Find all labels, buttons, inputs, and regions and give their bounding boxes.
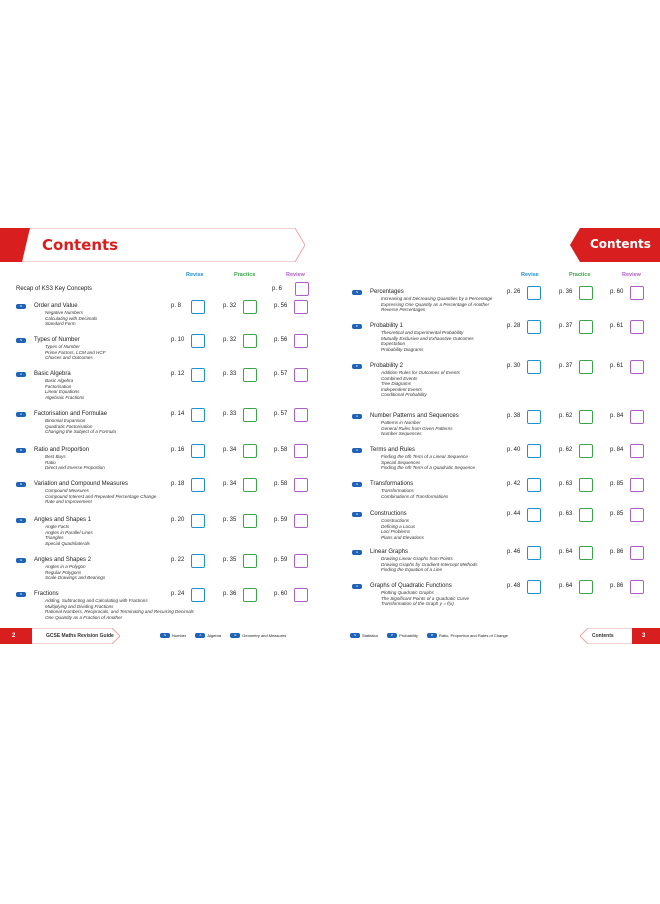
- practice-page: p. 35: [223, 517, 237, 523]
- contents-entry: [16, 372, 316, 402]
- contents-entry: [352, 363, 652, 398]
- revise-page: p. 38: [507, 413, 521, 419]
- practice-page: p. 37: [559, 363, 573, 369]
- legend-badge-p: P: [387, 633, 397, 638]
- entry-subtopic: Basic Algebra: [45, 378, 74, 383]
- revise-page: p. 44: [507, 511, 521, 517]
- entry-subtopic: Expressing One Quantity as a Percentage of Another: [381, 301, 490, 307]
- legend-badge-a: A: [195, 633, 205, 638]
- revise-checkbox[interactable]: [527, 508, 541, 522]
- right-page-number: 3: [642, 633, 646, 639]
- review-page: p. 57: [274, 371, 288, 377]
- revise-page: p. 28: [507, 323, 521, 329]
- practice-page: p. 62: [559, 413, 573, 419]
- contents-entry: [16, 592, 316, 622]
- revise-page: p. 10: [171, 337, 185, 343]
- practice-checkbox[interactable]: [243, 368, 257, 382]
- revise-page: p. 18: [171, 481, 185, 487]
- topic-badge: R: [16, 448, 26, 453]
- topic-badge: A: [16, 372, 26, 377]
- entry-subtopic: Regular Polygons: [45, 569, 82, 575]
- review-checkbox[interactable]: [294, 408, 308, 422]
- review-page: p. 60: [274, 591, 288, 597]
- legend-badge-n: N: [160, 633, 170, 638]
- entry-subtopic: Triangles: [45, 535, 64, 541]
- practice-checkbox[interactable]: [243, 300, 257, 314]
- practice-checkbox[interactable]: [579, 546, 593, 560]
- practice-page: p. 34: [223, 481, 237, 487]
- entry-title: Probability 1: [370, 323, 404, 329]
- revise-checkbox[interactable]: [527, 546, 541, 560]
- review-checkbox[interactable]: [630, 508, 644, 522]
- entry-subtopic: Changing the Subject of a Formula: [45, 429, 116, 435]
- review-checkbox[interactable]: [294, 300, 308, 314]
- entry-subtopic: Combinations of Transformations: [381, 493, 449, 499]
- review-page: p. 85: [610, 481, 624, 487]
- revise-page: p. 16: [171, 447, 185, 453]
- entry-title: Constructions: [370, 511, 407, 517]
- review-page: p. 84: [610, 447, 624, 453]
- entry-subtopic: Scale Drawings and Bearings: [45, 575, 106, 581]
- review-checkbox[interactable]: [294, 444, 308, 458]
- entry-subtopic: Probability Diagrams: [381, 346, 424, 352]
- right-title-banner: [570, 228, 660, 262]
- revise-checkbox[interactable]: [527, 478, 541, 492]
- contents-entry: [352, 324, 652, 354]
- entry-title: Types of Number: [34, 337, 80, 343]
- right-footer: [330, 628, 660, 648]
- review-checkbox[interactable]: [630, 546, 644, 560]
- revise-page: p. 40: [507, 447, 521, 453]
- review-page: p. 84: [610, 413, 624, 419]
- practice-checkbox[interactable]: [579, 360, 593, 374]
- entry-title: Angles and Shapes 2: [34, 557, 92, 563]
- review-checkbox[interactable]: [630, 360, 644, 374]
- review-checkbox[interactable]: [294, 478, 308, 492]
- contents-entry: [16, 304, 316, 334]
- entry-title: Percentages: [370, 289, 404, 295]
- contents-entry: [16, 412, 316, 442]
- revise-page: p. 12: [171, 371, 185, 377]
- entry-subtopic: Direct and Inverse Proportion: [45, 465, 105, 471]
- entry-subtopic: Algebraic Fractions: [45, 394, 85, 400]
- entry-subtopic: One Quantity as a Fraction of Another: [45, 614, 123, 620]
- entry-subtopic: Prime Factors, LCM and HCF: [45, 349, 106, 355]
- entry-subtopic: Ratio: [45, 459, 56, 465]
- review-page: p. 58: [274, 481, 288, 487]
- contents-entry: [352, 550, 652, 580]
- entry-subtopic: Plans and Elevations: [381, 534, 424, 540]
- entry-title: Terms and Rules: [370, 447, 416, 453]
- revise-checkbox[interactable]: [191, 588, 205, 602]
- practice-page: p. 63: [559, 481, 573, 487]
- practice-checkbox[interactable]: [243, 588, 257, 602]
- practice-page: p. 36: [559, 289, 573, 295]
- left-col-revise: Revise: [186, 272, 204, 278]
- entry-subtopic: Increasing and Decreasing Quantities by a Percentage: [381, 296, 493, 301]
- practice-checkbox[interactable]: [579, 580, 593, 594]
- revise-checkbox[interactable]: [191, 514, 205, 528]
- entry-subtopic: Angle Facts: [45, 524, 70, 529]
- revise-page: p. 46: [507, 549, 521, 555]
- entry-subtopic: Adding, Subtracting and Calculating with Fractions: [45, 598, 148, 603]
- left-page-title: Contents: [42, 236, 119, 254]
- recap-review-checkbox[interactable]: [295, 282, 309, 296]
- review-page: p. 59: [274, 517, 288, 523]
- practice-page: p. 33: [223, 411, 237, 417]
- review-checkbox[interactable]: [630, 410, 644, 424]
- legend-label: Number: [172, 633, 187, 639]
- revise-checkbox[interactable]: [191, 408, 205, 422]
- entry-subtopic: General Rules from Given Patterns: [381, 425, 453, 431]
- review-checkbox[interactable]: [294, 554, 308, 568]
- entry-subtopic: Combined Events: [381, 375, 418, 381]
- entry-subtopic: Defining a Locus: [381, 523, 416, 529]
- entry-subtopic: Compound Interest and Repeated Percentage Change: [45, 493, 157, 499]
- revise-checkbox[interactable]: [527, 360, 541, 374]
- topic-badge: G: [16, 518, 26, 523]
- review-checkbox[interactable]: [630, 478, 644, 492]
- practice-page: p. 37: [559, 323, 573, 329]
- contents-entry: [16, 448, 316, 478]
- contents-entry: [16, 518, 316, 548]
- review-page: p. 60: [610, 289, 624, 295]
- revise-checkbox[interactable]: [191, 554, 205, 568]
- entry-title: Variation and Compound Measures: [34, 481, 128, 487]
- entry-subtopic: Loci Problems: [381, 529, 411, 535]
- revise-page: p. 26: [507, 289, 521, 295]
- topic-badge: A: [352, 584, 362, 589]
- entry-subtopic: Patterns in Number: [381, 420, 421, 425]
- revise-checkbox[interactable]: [191, 478, 205, 492]
- practice-checkbox[interactable]: [243, 444, 257, 458]
- practice-checkbox[interactable]: [579, 444, 593, 458]
- contents-entry: [352, 414, 652, 444]
- left-footer: [0, 628, 330, 648]
- entry-subtopic: Reverse Percentages: [381, 307, 426, 313]
- legend-label: Ratio, Proportion and Rates of Change: [438, 633, 508, 639]
- topic-badge: G: [352, 512, 362, 517]
- entry-subtopic: Addition Rules for Outcomes of Events: [381, 370, 460, 375]
- contents-entry: [352, 290, 652, 320]
- contents-entry: [352, 482, 652, 512]
- revise-page: p. 14: [171, 411, 185, 417]
- left-title-banner: [0, 228, 305, 262]
- entry-title: Ratio and Proportion: [34, 447, 90, 453]
- entry-subtopic: Rational Numbers, Reciprocals, and Terminating and Recurring Decimals: [45, 609, 194, 615]
- entry-subtopic: Multiplying and Dividing Fractions: [45, 603, 114, 609]
- entry-title: Probability 2: [370, 363, 404, 369]
- entry-title: Order and Value: [34, 303, 78, 309]
- entry-subtopic: Quadratic Factorisation: [45, 423, 93, 429]
- practice-page: p. 35: [223, 557, 237, 563]
- entry-subtopic: Binomial Expansion: [45, 418, 86, 423]
- entry-subtopic: Plotting Quadratic Graphs: [381, 590, 434, 595]
- entry-subtopic: Tree Diagrams: [381, 381, 412, 387]
- entry-subtopic: Finding the nth Term of a Linear Sequence: [381, 454, 468, 459]
- review-page: p. 58: [274, 447, 288, 453]
- entry-subtopic: Transformation of the Graph y = f(x): [381, 601, 454, 607]
- topic-badge: N: [352, 290, 362, 295]
- contents-spread: [0, 228, 660, 658]
- topic-badge: A: [16, 412, 26, 417]
- practice-page: p. 32: [223, 303, 237, 309]
- entry-subtopic: Mutually Exclusive and Exhaustive Outcomes: [381, 335, 474, 341]
- topic-badge: N: [16, 592, 26, 597]
- topic-badge: P: [352, 364, 362, 369]
- legend-badge-r: R: [427, 633, 437, 638]
- entry-subtopic: Factorisation: [45, 383, 72, 389]
- book-title: GCSE Maths Revision Guide: [46, 633, 114, 639]
- review-page: p. 56: [274, 337, 288, 343]
- review-page: p. 59: [274, 557, 288, 563]
- revise-checkbox[interactable]: [527, 580, 541, 594]
- entry-title: Graphs of Quadratic Functions: [370, 583, 452, 589]
- entry-subtopic: Theoretical and Experimental Probability: [381, 330, 464, 335]
- revise-page: p. 20: [171, 517, 185, 523]
- practice-page: p. 64: [559, 549, 573, 555]
- entry-subtopic: Drawing Graphs by Gradient-Intercept Methods: [381, 561, 478, 567]
- review-page: p. 85: [610, 511, 624, 517]
- contents-entry: [16, 338, 316, 368]
- review-page: p. 61: [610, 323, 624, 329]
- review-checkbox[interactable]: [294, 588, 308, 602]
- entry-subtopic: Linear Equations: [45, 389, 80, 395]
- contents-entry: [352, 512, 652, 542]
- entry-title: Transformations: [370, 481, 414, 487]
- review-checkbox[interactable]: [294, 514, 308, 528]
- review-checkbox[interactable]: [294, 368, 308, 382]
- contents-entry: [352, 448, 652, 478]
- revise-page: p. 30: [507, 363, 521, 369]
- practice-page: p. 34: [223, 447, 237, 453]
- entry-subtopic: Conditional Probability: [381, 392, 427, 398]
- right-col-revise: Revise: [521, 272, 539, 278]
- recap-label: Recap of KS3 Key Concepts: [16, 286, 93, 292]
- practice-checkbox[interactable]: [243, 408, 257, 422]
- practice-checkbox[interactable]: [579, 320, 593, 334]
- left-col-review: Review: [286, 272, 305, 278]
- practice-checkbox[interactable]: [243, 554, 257, 568]
- entry-subtopic: Standard Form: [45, 321, 76, 327]
- entry-title: Factorisation and Formulae: [34, 411, 108, 417]
- entry-subtopic: Drawing Linear Graphs from Points: [381, 556, 453, 561]
- entry-subtopic: Negative Numbers: [45, 310, 84, 315]
- revise-checkbox[interactable]: [527, 410, 541, 424]
- revise-checkbox[interactable]: [191, 368, 205, 382]
- review-page: p. 86: [610, 549, 624, 555]
- entry-subtopic: Angles in a Polygon: [45, 564, 86, 569]
- contents-entry: [352, 584, 652, 614]
- revise-checkbox[interactable]: [191, 300, 205, 314]
- legend-badge-g: G: [230, 633, 240, 638]
- practice-page: p. 33: [223, 371, 237, 377]
- revise-checkbox[interactable]: [527, 320, 541, 334]
- legend-label: Geometry and Measures: [242, 633, 287, 639]
- right-page-title: Contents: [590, 237, 651, 251]
- entry-title: Fractions: [34, 591, 59, 597]
- entry-subtopic: Calculating with Decimals: [45, 315, 98, 321]
- right-footer-section: Contents: [592, 633, 614, 639]
- revise-checkbox[interactable]: [191, 444, 205, 458]
- review-page: p. 56: [274, 303, 288, 309]
- recap-row: [16, 286, 308, 292]
- revise-checkbox[interactable]: [527, 444, 541, 458]
- revise-page: p. 22: [171, 557, 185, 563]
- legend-label: Probability: [399, 633, 418, 639]
- entry-subtopic: Types of Number: [45, 344, 80, 349]
- legend-label: Statistics: [362, 633, 379, 639]
- entry-subtopic: Angles in Parallel Lines: [45, 529, 93, 535]
- left-col-practice: Practice: [234, 272, 256, 278]
- revise-page: p. 8: [171, 303, 182, 309]
- legend-badge-s: S: [350, 633, 360, 638]
- entry-subtopic: Special Sequences: [381, 459, 421, 465]
- review-checkbox[interactable]: [630, 444, 644, 458]
- practice-checkbox[interactable]: [243, 478, 257, 492]
- entry-subtopic: The Significant Points of a Quadratic Curve: [381, 595, 470, 601]
- topic-badge: A: [352, 414, 362, 419]
- contents-entry: [16, 482, 316, 512]
- review-page: p. 61: [610, 363, 624, 369]
- topic-badge: P: [352, 324, 362, 329]
- practice-page: p. 63: [559, 511, 573, 517]
- review-checkbox[interactable]: [630, 580, 644, 594]
- review-page: p. 86: [610, 583, 624, 589]
- revise-page: p. 42: [507, 481, 521, 487]
- entry-subtopic: Rate and Improvement: [45, 499, 92, 505]
- entry-subtopic: Compound Measures: [45, 488, 89, 493]
- review-checkbox[interactable]: [630, 320, 644, 334]
- review-checkbox[interactable]: [630, 286, 644, 300]
- practice-checkbox[interactable]: [243, 334, 257, 348]
- review-page: p. 57: [274, 411, 288, 417]
- revise-checkbox[interactable]: [191, 334, 205, 348]
- entry-subtopic: Best Buys: [45, 454, 66, 459]
- practice-checkbox[interactable]: [579, 410, 593, 424]
- entry-subtopic: Finding the Equation of a Line: [381, 567, 443, 573]
- practice-checkbox[interactable]: [579, 286, 593, 300]
- revise-checkbox[interactable]: [527, 286, 541, 300]
- topic-badge: A: [352, 448, 362, 453]
- practice-checkbox[interactable]: [579, 508, 593, 522]
- practice-checkbox[interactable]: [579, 478, 593, 492]
- legend-label: Algebra: [207, 633, 222, 639]
- topic-badge: R: [16, 482, 26, 487]
- entry-subtopic: Transformations: [381, 488, 414, 493]
- entry-title: Linear Graphs: [370, 549, 409, 555]
- left-page-number: 2: [12, 633, 16, 639]
- right-col-practice: Practice: [569, 272, 591, 278]
- practice-page: p. 62: [559, 447, 573, 453]
- practice-checkbox[interactable]: [243, 514, 257, 528]
- entry-subtopic: Choices and Outcomes: [45, 355, 93, 361]
- entry-title: Number Patterns and Sequences: [370, 413, 459, 419]
- practice-page: p. 64: [559, 583, 573, 589]
- review-checkbox[interactable]: [294, 334, 308, 348]
- entry-subtopic: Constructions: [381, 518, 410, 523]
- left-legend: [160, 633, 294, 638]
- entry-subtopic: Finding the nth Term of a Quadratic Sequence: [381, 465, 476, 471]
- practice-page: p. 36: [223, 591, 237, 597]
- right-legend: [350, 633, 516, 638]
- contents-entry: [16, 558, 316, 588]
- recap-page: p. 6: [272, 286, 283, 292]
- revise-page: p. 24: [171, 591, 185, 597]
- entry-title: Basic Algebra: [34, 371, 71, 377]
- practice-page: p. 32: [223, 337, 237, 343]
- right-col-review: Review: [622, 272, 641, 278]
- entry-subtopic: Expectation: [381, 341, 406, 347]
- topic-badge: N: [16, 304, 26, 309]
- entry-title: Angles and Shapes 1: [34, 517, 92, 523]
- topic-badge: A: [352, 550, 362, 555]
- topic-badge: G: [16, 558, 26, 563]
- topic-badge: N: [16, 338, 26, 343]
- topic-badge: G: [352, 482, 362, 487]
- revise-page: p. 48: [507, 583, 521, 589]
- entry-subtopic: Special Quadrilaterals: [45, 540, 90, 546]
- entry-subtopic: Number Sequences: [381, 431, 422, 437]
- entry-subtopic: Independent Events: [381, 386, 422, 392]
